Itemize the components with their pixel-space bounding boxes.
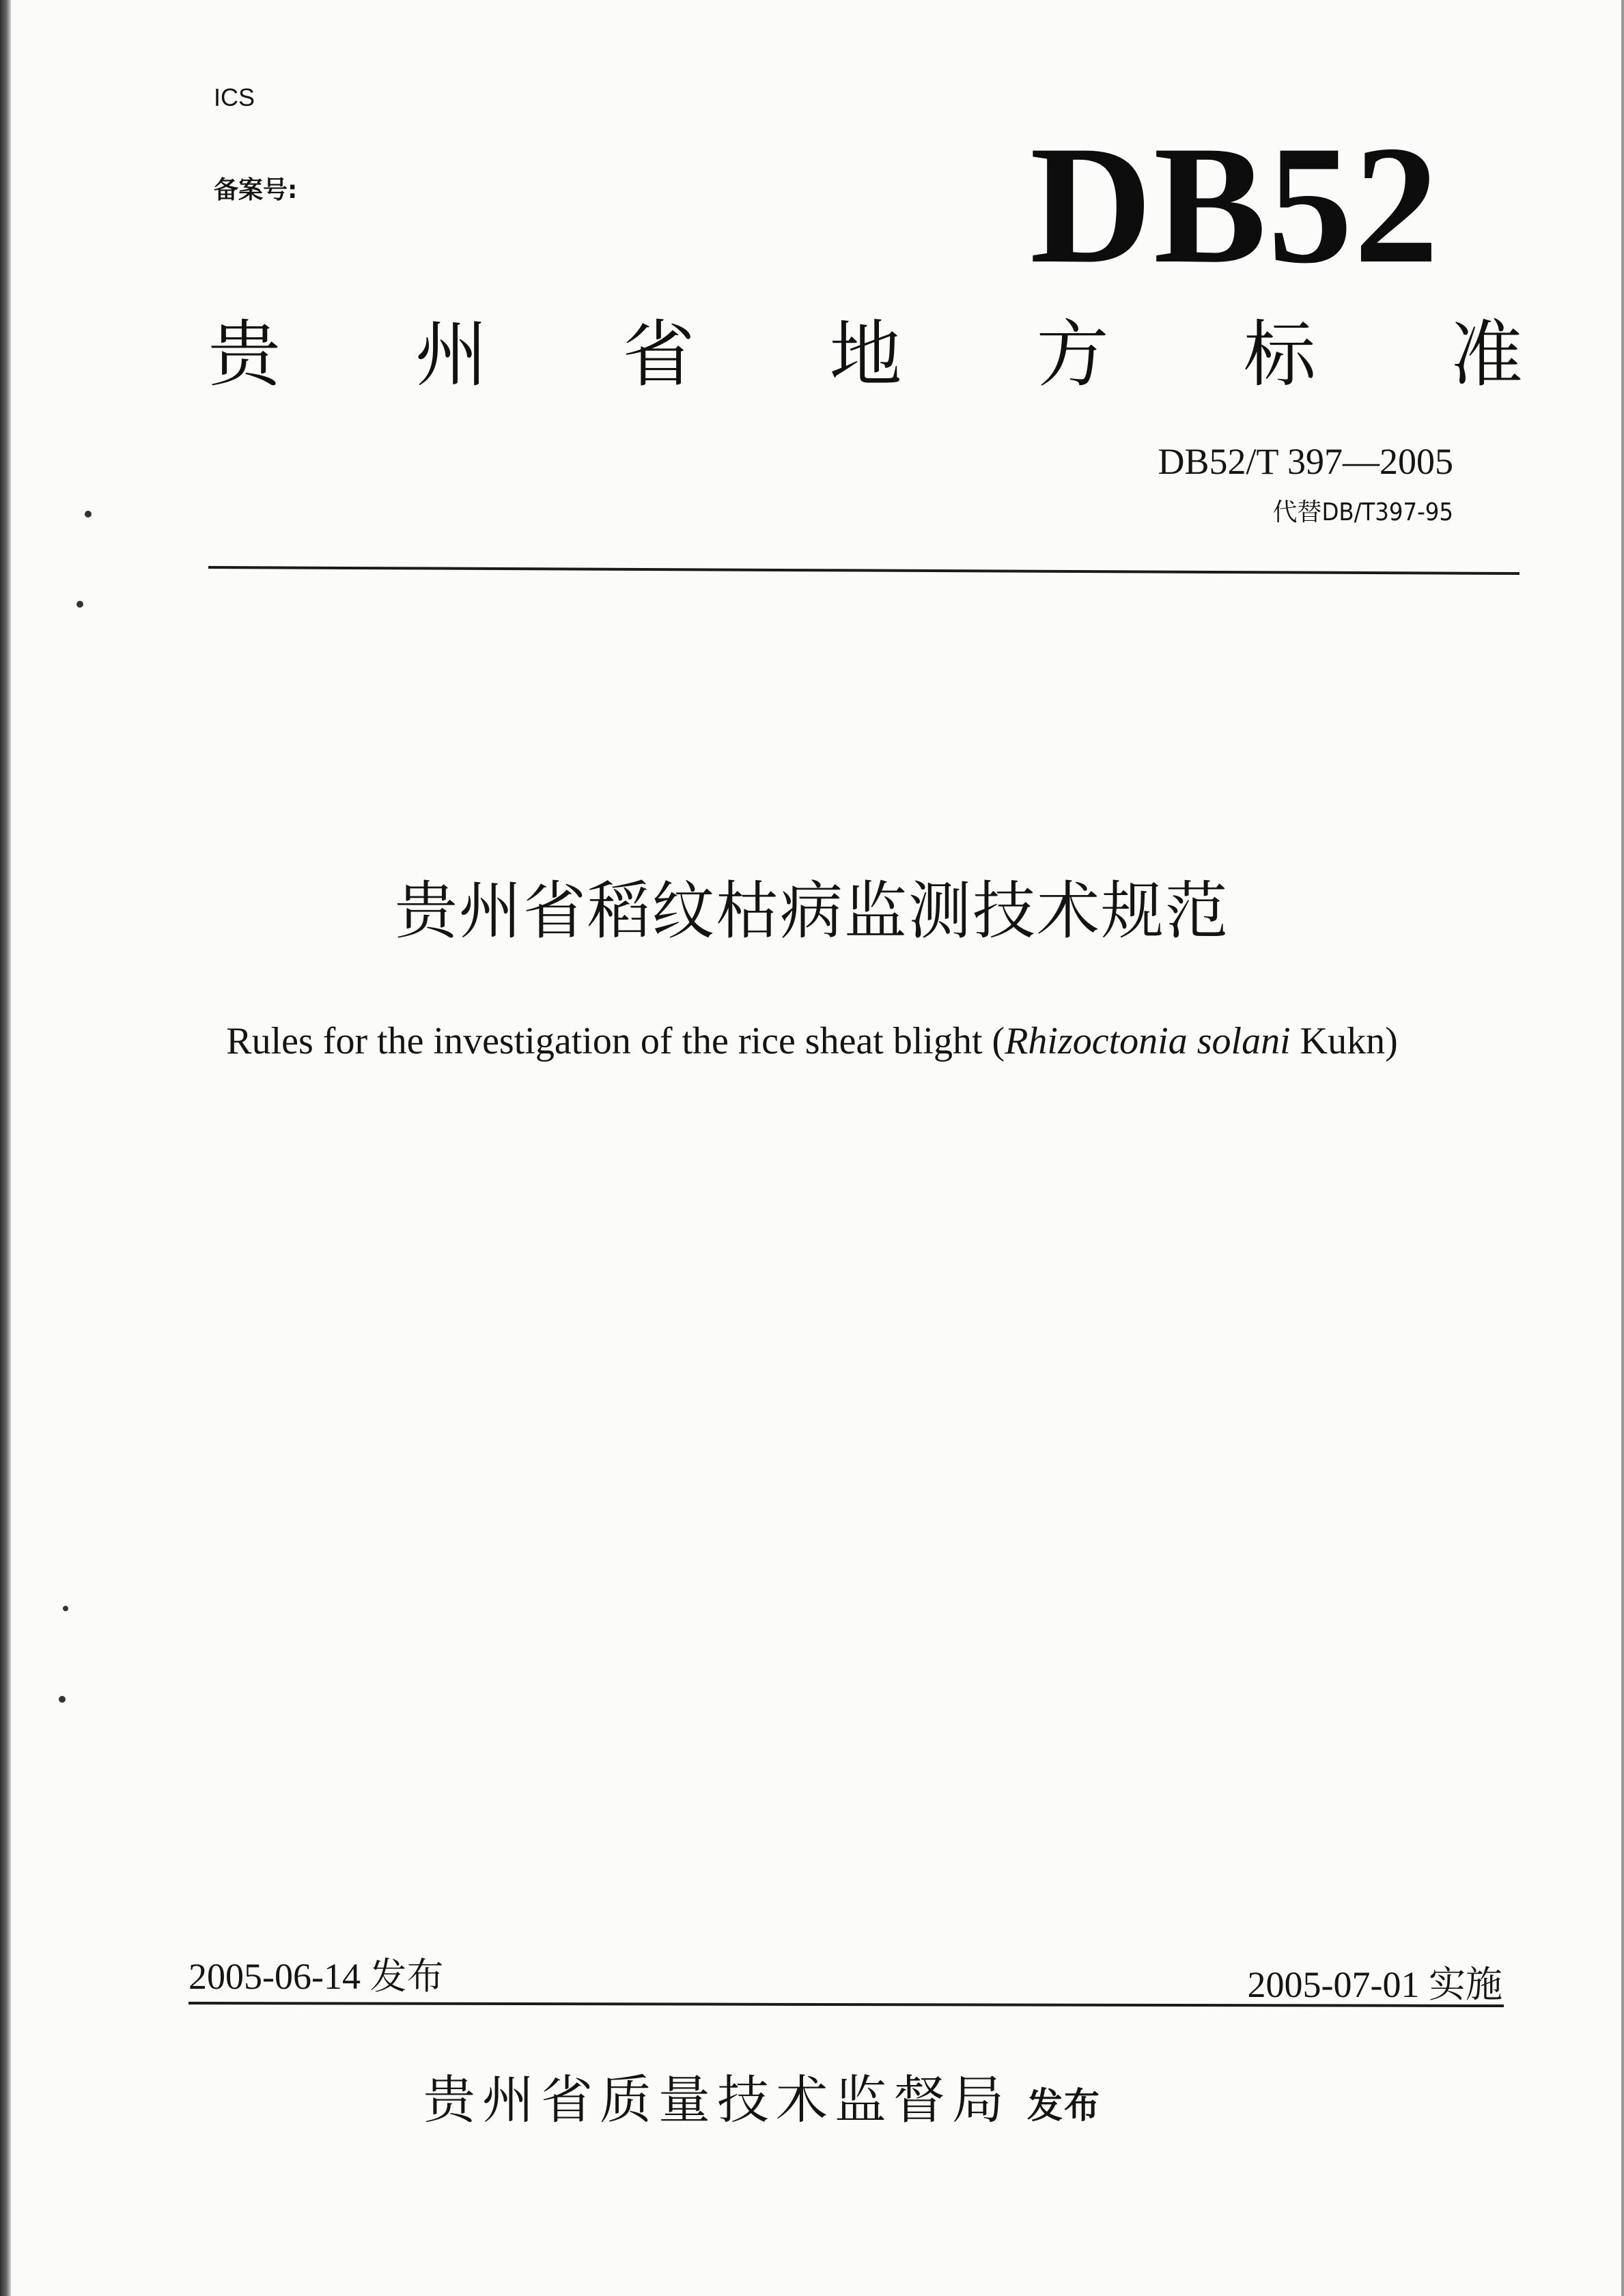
title-english-suffix: Kukn) [1290,1020,1398,1062]
standard-type-char: 地 [829,313,902,397]
standard-number: DB52/T 397—2005 [1158,441,1453,482]
scan-speck [76,601,83,608]
scan-speck [85,511,92,518]
title-english-prefix: Rules for the investigation of the rice sheat blight ( [226,1020,1005,1062]
ics-label: ICS [214,83,255,111]
document-title-chinese: 贵州省稻纹枯病监测技术规范 [394,875,1229,948]
standard-type-char: 方 [1036,313,1109,397]
standard-type-heading [208,311,1523,399]
issuer-suffix: 发布 [1027,2086,1102,2127]
standard-type-char: 贵 [208,313,281,397]
issuer-name: 贵州省质量技术监督局 [423,2069,1011,2130]
scan-edge-left [0,0,11,2296]
replaces-standard: 代替DB/T397-95 [1272,498,1453,526]
scan-speck [59,1696,66,1703]
implementation-date: 2005-07-01 实施 [1247,1964,1502,2005]
filing-number-label: 备案号: [214,176,298,204]
standard-type-char: 省 [622,313,695,397]
scan-speck [63,1606,68,1611]
document-title-english [0,1019,1624,1063]
standard-type-char: 标 [1243,313,1316,397]
standard-type-char: 准 [1450,313,1523,397]
issue-date: 2005-06-14 发布 [188,1956,444,1997]
standard-type-char: 州 [415,313,488,397]
issuing-authority [423,2058,1101,2133]
standard-logo: DB52 [1030,111,1440,298]
title-english-latin-name: Rhizoctonia solani [1005,1020,1291,1062]
header-divider [208,566,1520,575]
scan-edge-right [1621,0,1624,2296]
